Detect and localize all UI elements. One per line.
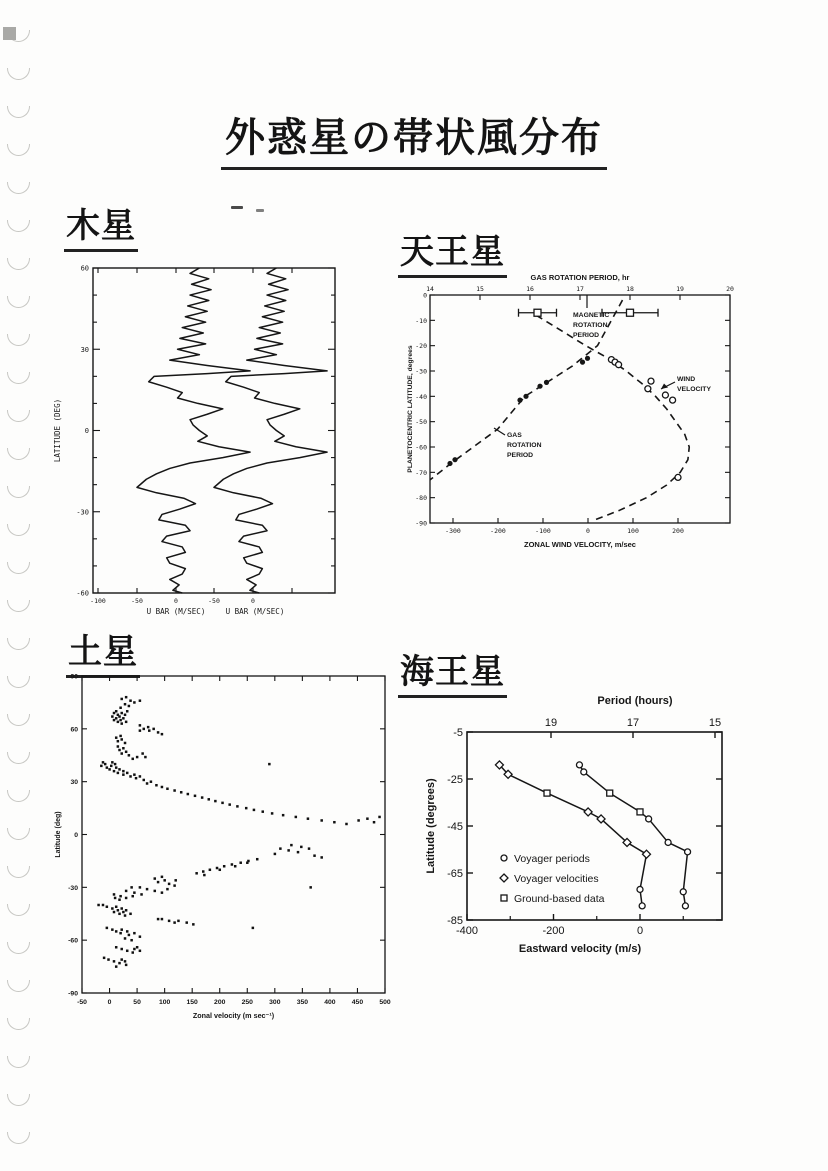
- section-label-jupiter: 木星: [64, 198, 138, 252]
- svg-text:400: 400: [324, 999, 336, 1006]
- svg-text:PERIOD: PERIOD: [573, 332, 600, 339]
- svg-text:0: 0: [251, 597, 255, 605]
- svg-text:-50: -50: [77, 999, 87, 1006]
- svg-text:0: 0: [586, 527, 590, 535]
- spiral-hole: [7, 68, 30, 80]
- jupiter-zonal-wind-chart: [50, 255, 405, 620]
- page-title: [0, 106, 828, 170]
- spiral-hole: [7, 1132, 30, 1144]
- svg-text:-30: -30: [76, 508, 89, 517]
- svg-text:Period (hours): Period (hours): [597, 695, 673, 707]
- svg-text:0: 0: [423, 291, 427, 300]
- svg-text:PERIOD: PERIOD: [507, 452, 534, 459]
- svg-text:-30: -30: [415, 367, 427, 376]
- svg-text:-45: -45: [447, 821, 463, 833]
- svg-text:VELOCITY: VELOCITY: [677, 386, 711, 393]
- svg-text:20: 20: [726, 285, 734, 293]
- spiral-hole: [7, 448, 30, 460]
- svg-text:-60: -60: [415, 443, 427, 452]
- svg-text:Zonal velocity (m sec⁻¹): Zonal velocity (m sec⁻¹): [192, 1011, 275, 1020]
- svg-text:15: 15: [476, 285, 484, 293]
- scan-corner-mark: [3, 27, 16, 40]
- section-label-uranus: 天王星: [398, 224, 507, 278]
- svg-text:60: 60: [80, 264, 89, 273]
- spiral-hole: [7, 220, 30, 232]
- svg-text:-200: -200: [542, 925, 565, 937]
- svg-text:Latitude (deg): Latitude (deg): [55, 811, 62, 858]
- section-label-neptune: 海王星: [398, 644, 507, 698]
- svg-text:ROTATION: ROTATION: [573, 322, 608, 329]
- svg-text:-100: -100: [90, 597, 106, 605]
- svg-text:-65: -65: [447, 868, 463, 880]
- svg-text:100: 100: [627, 527, 639, 535]
- svg-text:Latitude (degrees): Latitude (degrees): [425, 778, 437, 874]
- svg-text:-90: -90: [68, 990, 78, 998]
- spiral-hole: [7, 1056, 30, 1068]
- svg-text:60: 60: [70, 726, 78, 734]
- svg-text:30: 30: [70, 779, 78, 787]
- svg-text:-50: -50: [415, 418, 427, 427]
- spiral-hole: [7, 1094, 30, 1106]
- svg-text:-200: -200: [490, 527, 506, 535]
- svg-text:Eastward velocity (m/s): Eastward velocity (m/s): [518, 943, 642, 955]
- svg-text:PLANETOCENTRIC LATITUDE, degre: PLANETOCENTRIC LATITUDE, degrees: [407, 345, 414, 473]
- svg-text:-60: -60: [76, 589, 89, 598]
- svg-text:GAS ROTATION PERIOD, hr: GAS ROTATION PERIOD, hr: [530, 273, 630, 282]
- svg-text:-80: -80: [415, 494, 427, 503]
- spiral-hole: [7, 752, 30, 764]
- spiral-hole: [7, 562, 30, 574]
- spiral-hole: [7, 600, 30, 612]
- svg-text:0: 0: [174, 597, 178, 605]
- svg-text:200: 200: [672, 527, 684, 535]
- svg-text:-70: -70: [415, 468, 427, 477]
- svg-text:350: 350: [296, 999, 309, 1006]
- svg-text:-60: -60: [68, 937, 78, 945]
- svg-text:0: 0: [107, 999, 112, 1006]
- svg-text:LATITUDE (DEG): LATITUDE (DEG): [53, 398, 62, 463]
- svg-text:-300: -300: [445, 527, 461, 535]
- scan-artifact: [231, 206, 243, 209]
- svg-text:-30: -30: [68, 884, 78, 892]
- svg-text:WIND: WIND: [677, 376, 696, 383]
- saturn-zonal-wind-scatter: [50, 660, 405, 1035]
- spiral-hole: [7, 258, 30, 270]
- svg-text:250: 250: [241, 999, 253, 1006]
- svg-text:200: 200: [214, 999, 226, 1006]
- svg-text:0: 0: [74, 832, 78, 839]
- svg-text:450: 450: [351, 999, 364, 1006]
- spiral-hole: [7, 334, 30, 346]
- svg-text:U BAR (M/SEC): U BAR (M/SEC): [146, 607, 206, 616]
- svg-text:-50: -50: [131, 597, 143, 605]
- svg-text:17: 17: [626, 717, 640, 729]
- svg-text:14: 14: [426, 285, 434, 293]
- svg-text:-5: -5: [453, 727, 463, 739]
- neptune-wind-period-chart: [420, 690, 750, 980]
- svg-text:300: 300: [269, 999, 281, 1006]
- svg-text:30: 30: [80, 345, 89, 354]
- svg-text:-100: -100: [535, 527, 551, 535]
- svg-text:19: 19: [544, 717, 558, 729]
- svg-text:Voyager periods: Voyager periods: [514, 853, 590, 865]
- svg-text:50: 50: [133, 999, 141, 1006]
- svg-text:-10: -10: [415, 316, 427, 325]
- spiral-hole: [7, 790, 30, 802]
- spiral-hole: [7, 182, 30, 194]
- spiral-hole: [7, 942, 30, 954]
- svg-text:GAS: GAS: [507, 432, 522, 439]
- svg-text:17: 17: [576, 285, 584, 293]
- svg-text:0: 0: [636, 925, 644, 937]
- svg-text:500: 500: [379, 999, 391, 1006]
- spiral-hole: [7, 486, 30, 498]
- spiral-hole: [7, 638, 30, 650]
- section-label-saturn: 土星: [66, 624, 140, 678]
- svg-text:U BAR (M/SEC): U BAR (M/SEC): [225, 607, 285, 616]
- svg-text:-20: -20: [415, 342, 427, 351]
- svg-text:100: 100: [158, 999, 171, 1006]
- spiral-hole: [7, 296, 30, 308]
- svg-text:-400: -400: [455, 925, 479, 937]
- spiral-hole: [7, 866, 30, 878]
- spiral-hole: [7, 372, 30, 384]
- spiral-hole: [7, 410, 30, 422]
- svg-text:150: 150: [186, 999, 198, 1006]
- svg-text:90: 90: [70, 673, 78, 681]
- svg-text:ZONAL WIND VELOCITY, m/sec: ZONAL WIND VELOCITY, m/sec: [524, 540, 636, 549]
- svg-text:19: 19: [676, 285, 684, 293]
- svg-text:15: 15: [708, 717, 722, 729]
- svg-text:ROTATION: ROTATION: [507, 442, 542, 449]
- svg-text:18: 18: [626, 285, 634, 293]
- spiral-hole: [7, 828, 30, 840]
- spiral-hole: [7, 1018, 30, 1030]
- spiral-hole: [7, 676, 30, 688]
- svg-text:16: 16: [526, 285, 534, 293]
- svg-text:-90: -90: [415, 519, 427, 528]
- svg-text:MAGNETIC: MAGNETIC: [573, 312, 610, 319]
- spiral-hole: [7, 904, 30, 916]
- spiral-hole: [7, 980, 30, 992]
- page-title-text: 外惑星の帯状風分布: [221, 106, 607, 170]
- svg-text:Ground-based data: Ground-based data: [514, 893, 605, 905]
- svg-text:-50: -50: [208, 597, 220, 605]
- svg-text:-40: -40: [415, 392, 427, 401]
- svg-text:Voyager velocities: Voyager velocities: [514, 873, 599, 885]
- svg-text:-25: -25: [447, 774, 463, 786]
- uranus-rotation-wind-chart: [405, 268, 755, 568]
- spiral-hole: [7, 714, 30, 726]
- svg-text:0: 0: [84, 427, 89, 435]
- spiral-hole: [7, 524, 30, 536]
- svg-text:-85: -85: [447, 915, 463, 927]
- scan-artifact: [256, 209, 264, 212]
